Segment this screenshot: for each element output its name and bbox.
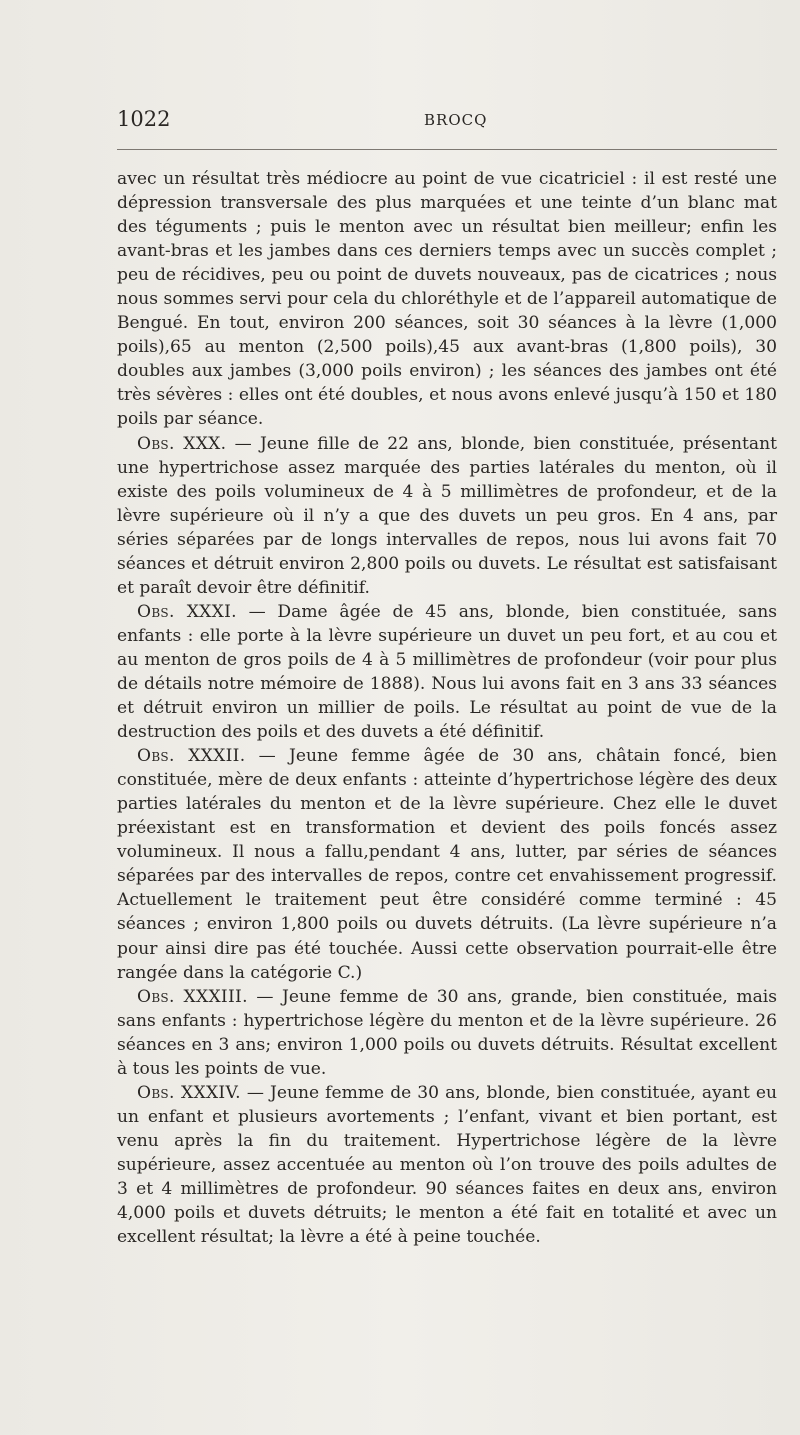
observation-text: — Jeune femme âgée de 30 ans, châtain foncé, bien constituée, mère de deux enfants : atteinte d’hypertrichose légère des deux parties latérales du menton et de la lèvre supérieure. Chez elle le duvet préexistant est en transformation et devient des poils foncés assez volumineux. Il nous a fallu,pendant 4 ans, lutter, par séries de séances séparées par des intervalles de repos, contre cet envahissement progressif. Actuellement le traitement peut être considéré comme terminé : 45 séances ; environ 1,800 poils ou duvets détruits. (La lèvre supérieure n’a pour ainsi dire pas été touchée. Aussi cette observation pourrait-elle être rangée dans la catégorie C.) bbox=[117, 746, 777, 983]
observation-text: — Jeune fille de 22 ans, blonde, bien constituée, présentant une hypertrichose assez marquée des parties latérales du menton, où il existe des poils volumineux de 4 à 5 millimètres de profondeur, et de la lèvre supérieure où il n’y a que des duvets un peu gros. En 4 ans, par séries séparées par de longs intervalles de repos, nous lui avons fait 70 séances et détruit environ 2,800 poils ou duvets. Le résultat est satisfaisant et paraît devoir être définitif. bbox=[117, 433, 777, 598]
header-rule bbox=[117, 149, 777, 150]
observation-xxxiii bbox=[117, 985, 777, 1081]
observation-xxx bbox=[117, 432, 777, 600]
observation-label: Obs. XXXIV. bbox=[137, 1082, 241, 1103]
observation-text: — Jeune femme de 30 ans, blonde, bien constituée, ayant eu un enfant et plusieurs avortements ; l’enfant, vivant et bien portant, est venu après la fin du traitement. Hypertrichose légère de la lèvre supérieure, assez accentuée au menton où l’on trouve des poils adultes de 3 et 4 millimètres de profondeur. 90 séances faites en deux ans, environ 4,000 poils et duvets détruits; le menton a été fait en totalité et avec un excellent résultat; la lèvre a été à peine touchée. bbox=[117, 1082, 777, 1248]
observation-xxxii bbox=[117, 744, 777, 984]
paragraph-text: avec un résultat très médiocre au point de vue cicatriciel : il est resté une dépression transversale des plus marquées et une teinte d’un blanc mat des téguments ; puis le menton avec un résultat bien meilleur; enfin les avant-bras et les jambes dans ces derniers temps avec un succès complet ; peu de récidives, peu ou point de duvets nouveaux, pas de cicatrices ; nous nous sommes servi pour cela du chloréthyle et de l’appareil automatique de Bengué. En tout, environ 200 séances, soit 30 séances à la lèvre (1,000 poils),65 au menton (2,500 poils),45 aux avant-bras (1,800 poils), 30 doubles aux jambes (3,000 poils environ) ; les séances des jambes ont été très sévères : elles ont été doubles, et nous avons enlevé jusqu’à 150 et 180 poils par séance. bbox=[117, 169, 777, 430]
running-title: BROCQ bbox=[424, 111, 488, 129]
observation-xxxi bbox=[117, 600, 777, 744]
body-text bbox=[117, 167, 777, 1249]
continued-paragraph bbox=[117, 167, 777, 432]
observation-label: Obs. XXXI. bbox=[137, 601, 237, 622]
running-head bbox=[117, 104, 777, 134]
observation-text: — Dame âgée de 45 ans, blonde, bien constituée, sans enfants : elle porte à la lèvre supérieure un duvet un peu fort, et au cou et au menton de gros poils de 4 à 5 millimètres de profondeur (voir pour plus de détails notre mémoire de 1888). Nous lui avons fait en 3 ans 33 séances et détruit environ un millier de poils. Le résultat au point de vue de la destruction des poils et des duvets a été définitif. bbox=[117, 601, 777, 743]
observation-label: Obs. XXXII. bbox=[137, 746, 246, 767]
page-number: 1022 bbox=[117, 107, 171, 131]
observation-xxxiv bbox=[117, 1081, 777, 1249]
observation-label: Obs. XXX. bbox=[137, 433, 227, 454]
observation-text: — Jeune femme de 30 ans, grande, bien constituée, mais sans enfants : hypertrichose légère du menton et de la lèvre supérieure. 26 séances en 3 ans; environ 1,000 poils ou duvets détruits. Résultat excellent à tous les points de vue. bbox=[117, 986, 778, 1079]
observation-label: Obs. XXXIII. bbox=[137, 986, 248, 1007]
